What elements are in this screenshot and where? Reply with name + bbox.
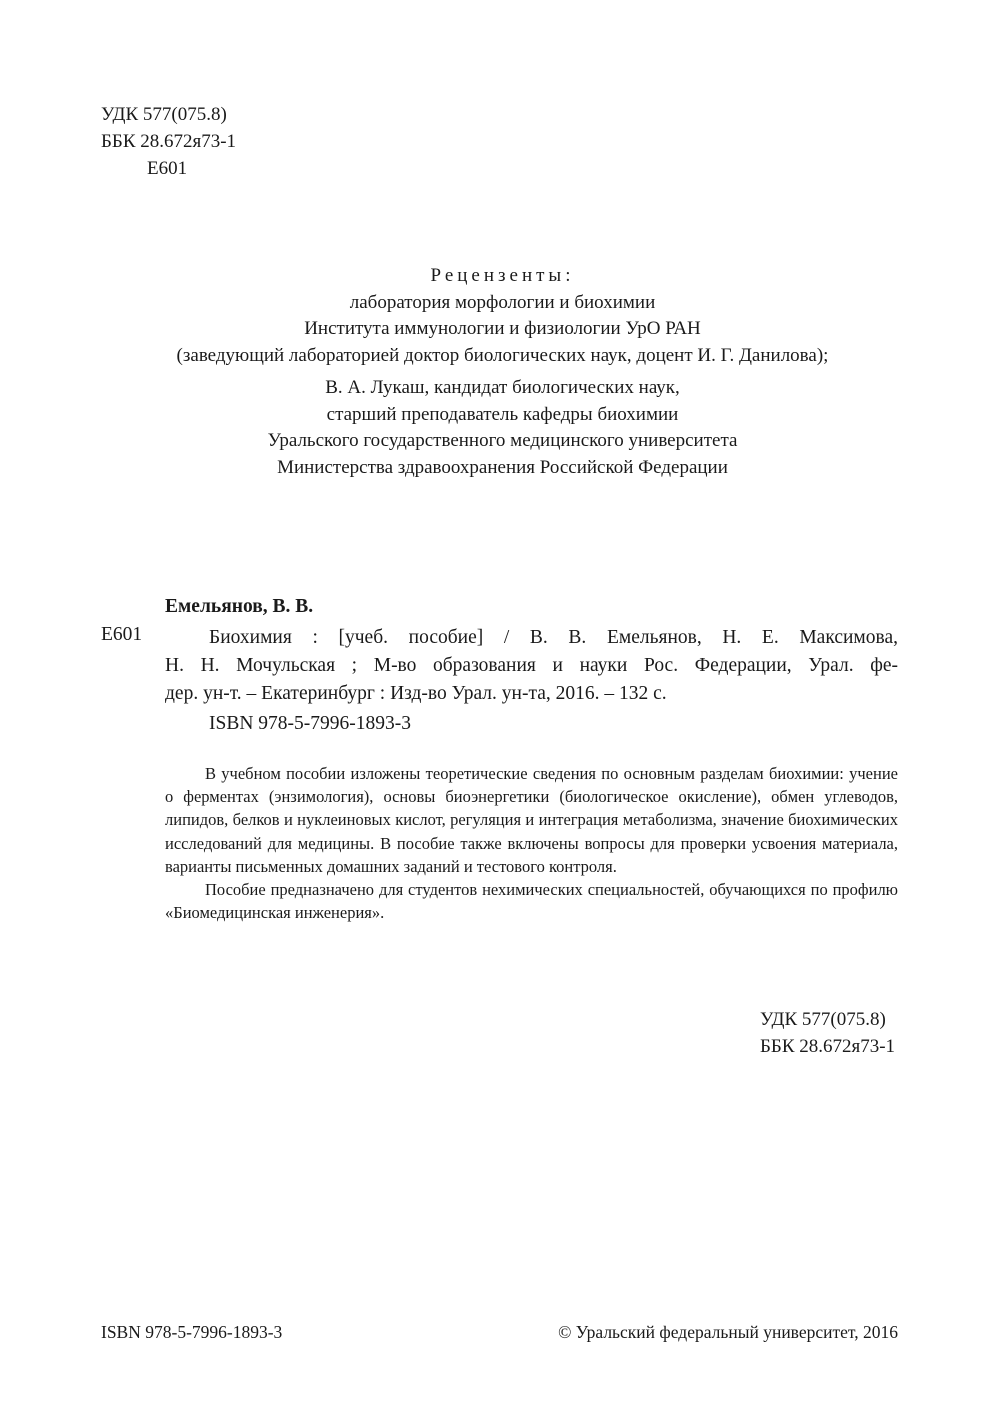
annotation-paragraph: Пособие предназначено для студентов нехимических специальностей, обучающихся по профилю «Биомедицинская инженерия».: [165, 880, 898, 923]
reviewer-line: (заведующий лабораторией доктор биологических наук, доцент И. Г. Данилова);: [176, 344, 829, 366]
annotation: [165, 762, 898, 924]
reviewer-line: Института иммунологии и физиологии УрО РАН: [304, 318, 701, 339]
reviewers-heading: Рецензенты:: [430, 265, 575, 286]
reviewer-line: Уральского государственного медицинского университета: [267, 430, 738, 451]
record-isbn: ISBN 978-5-7996-1893-3: [209, 713, 412, 734]
citation-line: дер. ун-т. – Екатеринбург : Изд-во Урал. ун-та, 2016. – 132 с.: [165, 683, 667, 704]
citation-line: Н. Н. Мочульская ; М-во образования и науки Рос. Федерации, Урал. фе-: [165, 655, 898, 676]
reviewer-line: Министерства здравоохранения Российской Федерации: [277, 456, 728, 478]
annotation-paragraph: В учебном пособии изложены теоретические сведения по основным разделам биохимии: учение о ферментах (энзимология), основы биоэнергетики (биологическое окисление), обмен углеводов, липидов, белков и нуклеиновых кислот, регуляция и интеграция метаболизма, значение биохимических исследований для медицины. В пособие также включены вопросы для проверки усвоения материала, варианты письменных домашних заданий и тестового контроля.: [165, 764, 898, 876]
footer-isbn: ISBN 978-5-7996-1893-3: [101, 1322, 283, 1342]
record-author: Емельянов, В. В.: [165, 596, 314, 617]
reviewer-line: лаборатория морфологии и биохимии: [349, 291, 656, 313]
record-author-sign: Е601: [101, 624, 143, 645]
record-citation: [165, 624, 898, 708]
author-sign: Е601: [147, 158, 188, 179]
reviewers-block: [0, 263, 1005, 481]
classification-bottom: [760, 1006, 895, 1060]
bbk-code: ББК 28.672я73-1: [760, 1036, 896, 1057]
udc-code: УДК 577(075.8): [760, 1009, 886, 1030]
footer-copyright: © Уральский федеральный университет, 2016: [558, 1322, 898, 1342]
bbk-code: ББК 28.672я73-1: [101, 131, 237, 152]
reviewer-line: В. А. Лукаш, кандидат биологических наук,: [325, 377, 680, 398]
classification-top: [101, 101, 236, 182]
citation-line: Биохимия : [учеб. пособие] / В. В. Емельянов, Н. Е. Максимова,: [209, 627, 898, 648]
udc-code: УДК 577(075.8): [101, 104, 227, 125]
reviewer-line: старший преподаватель кафедры биохимии: [326, 403, 679, 425]
